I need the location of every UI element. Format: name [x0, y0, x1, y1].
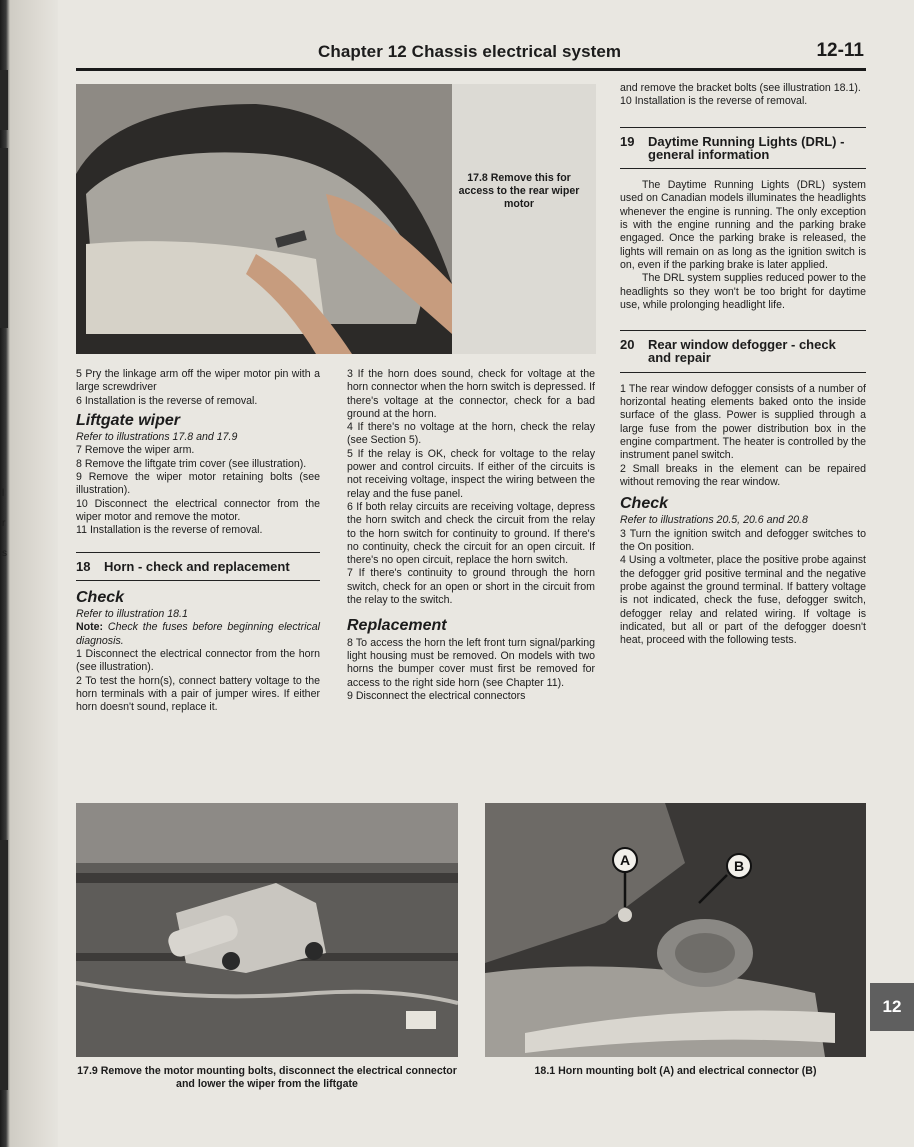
paragraph: 5 Pry the linkage arm off the wiper motor pin with a large screwdriver [76, 368, 320, 394]
section-number: 18 [76, 558, 91, 574]
header-rule [76, 68, 866, 71]
edge-letter: s [2, 548, 7, 559]
paragraph: 6 Installation is the reverse of removal. [76, 394, 258, 407]
reference: Refer to illustration 18.1 [76, 608, 188, 621]
figure-17-9-caption: 17.9 Remove the motor mounting bolts, disconnect the electrical connector and lower the wiper from the liftgate [77, 1065, 457, 1090]
paragraph: 3 Turn the ignition switch and defogger switches to the On position. [620, 527, 866, 554]
liftgate-trim-photo [76, 84, 596, 354]
figure-18-1 [485, 803, 866, 1057]
column-3 [620, 82, 866, 647]
paragraph: 4 Using a voltmeter, place the positive probe against the defogger grid positive terminal and the negative probe against the ground terminal. If battery voltage is not indicated, check the fuse, defogger switch, defogger relay and related wiring. If voltage is indicated, but all or part of the defogger doesn't heat, proceed with the following tests. [620, 554, 866, 647]
check-heading: Check [620, 495, 669, 513]
paragraph: and remove the bracket bolts (see illustration 18.1). [620, 82, 861, 94]
binding-mark [0, 70, 8, 130]
paragraph: 10 Disconnect the electrical connector from the wiper motor and remove the motor. [76, 497, 320, 523]
section-number: 19 [620, 133, 635, 149]
paragraph: 4 If there's no voltage at the horn, check the relay (see Section 5). [347, 421, 595, 447]
paragraph: 8 Remove the liftgate trim cover (see illustration). [76, 457, 307, 470]
page-number: 12-11 [816, 40, 864, 61]
page [58, 0, 914, 1147]
note-text: Check the fuses before beginning electrical diagnosis. [76, 621, 320, 647]
callout-a: A [619, 852, 631, 868]
binding-shadow [0, 0, 58, 1147]
paragraph: The Daytime Running Lights (DRL) system used on Canadian models illuminates the headlights whenever the engine is running. The only exception is with the engine running and the parking brake engaged. Once the parking brake is released, the lights will remain on as long as the ignition switch is on, even if the parking brake is later applied. [620, 179, 866, 271]
binding-mark [0, 840, 8, 1090]
wiper-motor-photo [76, 803, 458, 1057]
edge-letter: r [2, 518, 6, 529]
section-19-heading [620, 127, 866, 170]
edge-letter: l [2, 488, 5, 499]
reference: Refer to illustrations 20.5, 20.6 and 20.8 [620, 514, 808, 527]
paragraph: 9 Remove the wiper motor retaining bolts (see illustration). [76, 471, 320, 497]
chapter-title: Chapter 12 Chassis electrical system [318, 42, 622, 61]
figure-18-1-caption: 18.1 Horn mounting bolt (A) and electrical connector (B) [534, 1065, 817, 1077]
section-title: Daytime Running Lights (DRL) - general information [648, 133, 845, 162]
paragraph: 2 To test the horn(s), connect battery voltage to the horn terminals with a pair of jumper wires. If either horn doesn't sound, replace it. [76, 674, 320, 714]
paragraph: 7 Remove the wiper arm. [76, 444, 195, 457]
check-heading: Check [76, 588, 125, 606]
section-title: Rear window defogger - check and repair [648, 337, 836, 366]
paragraph: 6 If both relay circuits are receiving voltage, depress the horn switch and check the circuit from the relay to the horn switch for continuity to ground. If there's no continuity, check the circuit for an open circuit. If there's no open circuit, replace the horn switch. [347, 500, 595, 567]
paragraph: 2 Small breaks in the element can be repaired without removing the rear window. [620, 462, 866, 488]
section-number: 20 [620, 337, 635, 353]
horn-photo [485, 803, 866, 1057]
figure-17-8-caption: 17.8 Remove this for access to the rear wiper motor [458, 172, 580, 210]
reference: Refer to illustrations 17.8 and 17.9 [76, 431, 238, 444]
binding-mark [0, 148, 8, 328]
paragraph: 10 Installation is the reverse of removal. [620, 95, 808, 108]
paragraph: 1 The rear window defogger consists of a number of horizontal heating elements baked onto the inside surface of the glass. Power is supplied through a large fuse from the power distribution box in the engine compartment. The heater is controlled by the instrument panel switch. [620, 382, 866, 462]
note [76, 621, 320, 648]
paragraph: The DRL system supplies reduced power to the headlights so they won't be too bright for daytime use, while prolonging headlight life. [620, 272, 866, 311]
paragraph: 5 If the relay is OK, check for voltage to the relay power and control circuits. If either of the circuits is not receiving voltage, inspect the wiring between the relay and the fuse panel. [347, 447, 595, 500]
paragraph: 7 If there's continuity to ground through the horn switch, check for an open or short in the circuit from the relay to the switch. [347, 567, 595, 607]
paragraph: 11 Installation is the reverse of removal. [76, 524, 263, 537]
replacement-heading: Replacement [347, 617, 447, 635]
section-20-heading [620, 330, 866, 373]
column-2 [347, 368, 595, 703]
paragraph: 8 To access the horn the left front turn signal/parking light housing must be removed. On models with two horns the bumper cover must first be removed for access to the right side horn (see Chapter 11). [347, 636, 595, 689]
section-title: Horn - check and replacement [104, 558, 290, 574]
paragraph: 3 If the horn does sound, check for voltage at the horn connector when the horn switch is depressed. If there's voltage at the connector, check for a bad ground at the horn. [347, 368, 595, 420]
callout-b: B [733, 858, 745, 874]
chapter-tab: 12 [870, 983, 914, 1031]
note-label: Note: [76, 621, 104, 634]
liftgate-wiper-heading: Liftgate wiper [76, 411, 181, 429]
figure-17-8 [76, 84, 596, 354]
figure-17-9 [76, 803, 458, 1057]
paragraph: 9 Disconnect the electrical connectors [347, 689, 526, 702]
section-18-heading [76, 552, 320, 581]
column-1 [76, 368, 320, 715]
paragraph: 1 Disconnect the electrical connector from the horn (see illustration). [76, 648, 320, 674]
